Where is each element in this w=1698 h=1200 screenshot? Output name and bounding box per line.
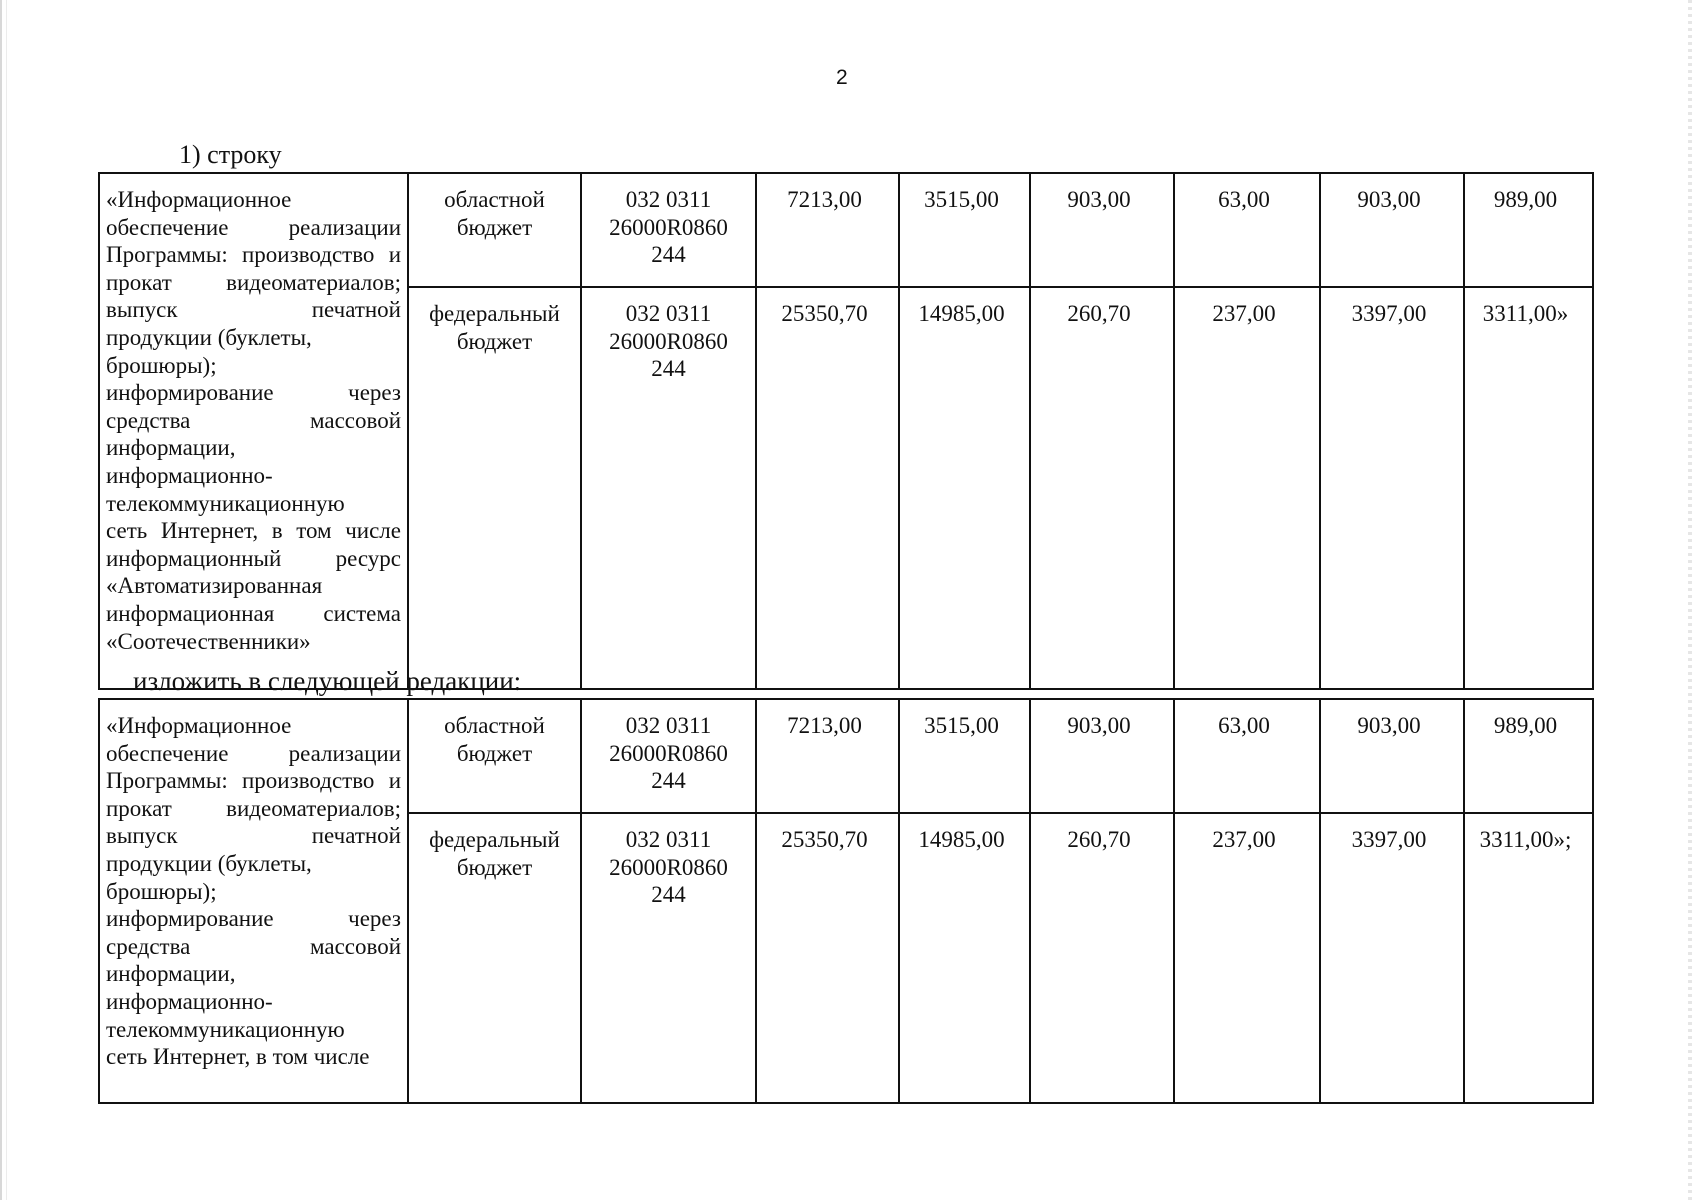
budget-code: 26000R0860 xyxy=(609,740,728,766)
value-cell: 3311,00»; xyxy=(1464,813,1593,1103)
description-line: средства массовой xyxy=(106,407,401,433)
description-line: прокат видеоматериалов; xyxy=(106,269,401,295)
description-line: телекоммуникационную xyxy=(106,1016,345,1042)
description-line: информационно- xyxy=(106,462,273,488)
description-line: обеспечение реализации xyxy=(106,214,401,240)
budget-source: федеральный xyxy=(429,827,560,852)
budget-source-cell xyxy=(408,173,581,287)
value-cell: 260,70 xyxy=(1030,287,1174,689)
scan-edge-left xyxy=(0,0,2,1200)
description-line: «Информационное xyxy=(106,713,292,738)
budget-code-cell xyxy=(581,813,756,1103)
budget-source-cell xyxy=(408,699,581,813)
budget-source-cell xyxy=(408,813,581,1103)
value-cell: 7213,00 xyxy=(756,699,899,813)
description-line: средства массовой xyxy=(106,933,401,959)
description-line: прокат видеоматериалов; xyxy=(106,795,401,821)
description-line: сеть Интернет, в том числе xyxy=(106,518,401,544)
description-line: «Соотечественники» xyxy=(106,628,311,654)
description-line: информации, xyxy=(106,961,236,987)
budget-code: 26000R0860 xyxy=(609,854,728,880)
value-cell: 3397,00 xyxy=(1320,287,1464,689)
budget-code: 244 xyxy=(651,242,686,268)
description-line: сеть Интернет, в том числе xyxy=(106,1044,370,1070)
value-cell: 237,00 xyxy=(1174,287,1320,689)
value-cell: 3515,00 xyxy=(899,699,1030,813)
value-cell: 25350,70 xyxy=(756,813,899,1103)
description-line: информационная система xyxy=(106,600,401,626)
value-cell: 3311,00» xyxy=(1464,287,1593,689)
value-cell: 14985,00 xyxy=(899,813,1030,1103)
value-cell: 903,00 xyxy=(1320,699,1464,813)
budget-source-cell xyxy=(408,287,581,689)
value-cell: 63,00 xyxy=(1174,699,1320,813)
value-cell: 3397,00 xyxy=(1320,813,1464,1103)
budget-source: бюджет xyxy=(456,214,533,240)
description-line: Программы: производство и xyxy=(106,242,401,268)
budget-source: бюджет xyxy=(456,328,533,354)
scan-edge-line xyxy=(6,0,7,1200)
value-cell: 989,00 xyxy=(1464,173,1593,287)
table-row xyxy=(99,173,1593,287)
description-line: продукции (буклеты, xyxy=(106,324,312,350)
description-line: информирование через xyxy=(106,906,401,932)
budget-source: федеральный xyxy=(429,301,560,326)
budget-code: 244 xyxy=(651,882,686,908)
description-line: выпуск печатной xyxy=(106,823,401,849)
budget-code-cell xyxy=(581,699,756,813)
description-line: информационный ресурс xyxy=(106,545,401,571)
value-cell: 25350,70 xyxy=(756,287,899,689)
budget-source: бюджет xyxy=(456,740,533,766)
description-line: информационно- xyxy=(106,988,273,1014)
budget-code: 244 xyxy=(651,356,686,382)
scan-edge-right xyxy=(1688,0,1692,1200)
table-original xyxy=(98,172,1594,690)
value-cell: 14985,00 xyxy=(899,287,1030,689)
description-line: обеспечение реализации xyxy=(106,740,401,766)
value-cell: 903,00 xyxy=(1030,699,1174,813)
table-row xyxy=(99,699,1593,813)
budget-code: 244 xyxy=(651,768,686,794)
budget-code-cell xyxy=(581,287,756,689)
value-cell: 903,00 xyxy=(1320,173,1464,287)
program-description xyxy=(106,712,401,1071)
budget-code: 032 0311 xyxy=(625,713,712,738)
value-cell: 260,70 xyxy=(1030,813,1174,1103)
description-line: информирование через xyxy=(106,380,401,406)
intro-text: 1) строку xyxy=(179,140,282,169)
program-description xyxy=(106,186,401,655)
budget-source: бюджет xyxy=(456,854,533,880)
description-line: информации, xyxy=(106,435,236,461)
value-cell: 3515,00 xyxy=(899,173,1030,287)
table-new xyxy=(98,698,1594,1104)
description-line: брошюры); xyxy=(106,878,217,904)
description-line: продукции (буклеты, xyxy=(106,850,312,876)
budget-code-cell xyxy=(581,173,756,287)
program-description-cell xyxy=(99,173,408,689)
value-cell: 63,00 xyxy=(1174,173,1320,287)
budget-source: областной xyxy=(444,187,545,212)
value-cell: 237,00 xyxy=(1174,813,1320,1103)
budget-source: областной xyxy=(444,713,545,738)
program-description-cell xyxy=(99,699,408,1103)
value-cell: 7213,00 xyxy=(756,173,899,287)
description-line: Программы: производство и xyxy=(106,768,401,794)
value-cell: 989,00 xyxy=(1464,699,1593,813)
budget-code: 032 0311 xyxy=(625,187,712,212)
amendment-text: изложить в следующей редакции: xyxy=(133,666,522,696)
budget-code: 26000R0860 xyxy=(609,328,728,354)
description-line: выпуск печатной xyxy=(106,297,401,323)
value-cell: 903,00 xyxy=(1030,173,1174,287)
budget-code: 032 0311 xyxy=(625,301,712,326)
description-line: телекоммуникационную xyxy=(106,490,345,516)
budget-code: 26000R0860 xyxy=(609,214,728,240)
description-line: «Информационное xyxy=(106,187,292,212)
description-line: «Автоматизированная xyxy=(106,573,323,599)
description-line: брошюры); xyxy=(106,352,217,378)
budget-code: 032 0311 xyxy=(625,827,712,852)
page-number: 2 xyxy=(836,66,848,89)
